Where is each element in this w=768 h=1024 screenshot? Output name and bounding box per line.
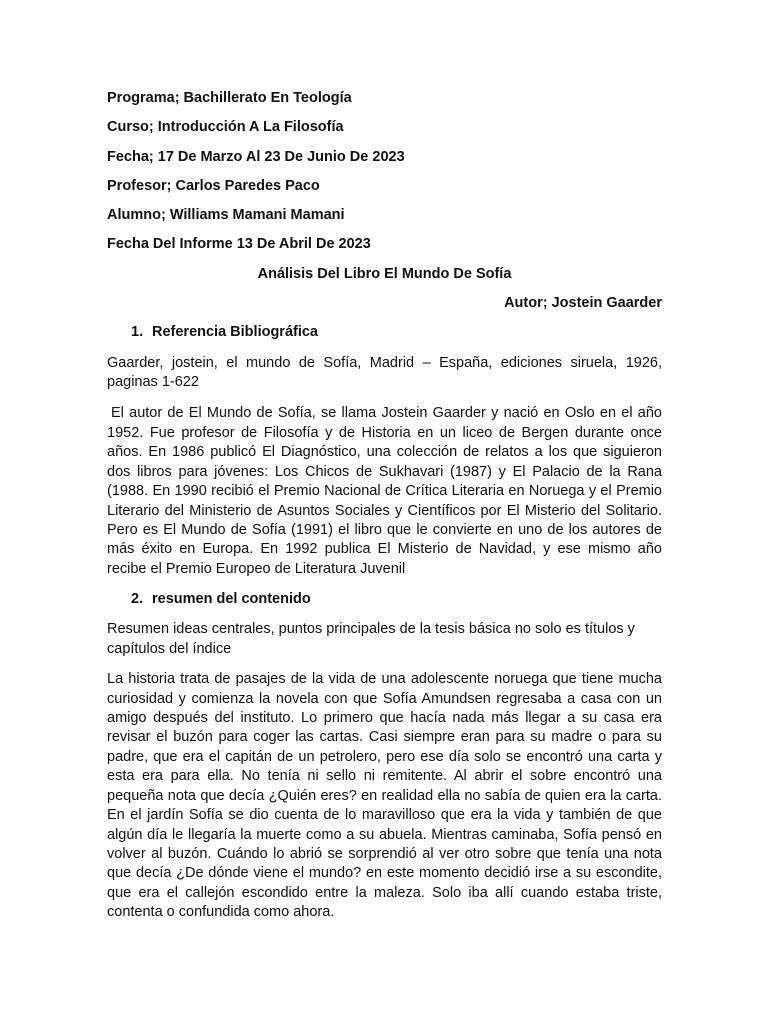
summary-paragraph: La historia trata de pasajes de la vida de una adolescente noruega que tiene mucha curiosidad y comienza la novela con que Sofía Amundsen regresaba a casa con un amigo después del instituto. Lo primero que hacía nada más llegar a su casa era revisar el buzón para coger las cartas. Casi siempre eran para su madre o para su padre, que era el capitán de un petrolero, pero ese día solo se encontró una carta y esta era para ella. No tenía ni sello ni remitente. Al abrir el sobre encontró una pequeña nota que decía ¿Quién eres? en realidad ella no sabía de quien era la carta. En el jardín Sofía se dio cuenta de lo maravilloso que era la vida y también de que algún día le llegaría la muerte como a su abuela. Mientras caminaba, Sofía pensó en volver al buzón. Cuándo lo abrió se sorprendió al ver otro sobre que tenía una nota que decía ¿De dónde viene el mundo? en este momento decidió irse a su escondite, que era el callejón escondido entre la maleza. Solo iba allí cuando estaba triste, contenta o confundida como ahora. xyxy=(107,671,662,921)
author-line: Autor; Jostein Gaarder xyxy=(504,295,662,312)
profesor-line: Profesor; Carlos Paredes Paco xyxy=(107,177,320,194)
author-biography-paragraph: El autor de El Mundo de Sofía, se llama Jostein Gaarder y nació en Oslo en el año 1952. Fue profesor de Filosofía y de Historia en un liceo de Bergen durante once años. En 1986 publicó El Diagnóstico, una colección de relatos a los que siguieron dos libros para jóvenes: Los Chicos de Sukhavari (1987) y El Palacio de la Rana (1988. En 1990 recibió el Premio Nacional de Crítica Literaria en Noruega y el Premio Literario del Ministerio de Asuntos Sociales y Científicos por El Misterio del Solitario. Pero es El Mundo de Sofía (1991) el libro que le convierte en uno de los autores de más éxito en Europa. En 1992 publica El Misterio de Navidad, y ese mismo año recibe el Premio Europeo de Literatura Juvenil xyxy=(107,405,662,577)
section-heading-2 xyxy=(107,591,662,608)
document-title: Análisis Del Libro El Mundo De Sofía xyxy=(257,265,512,282)
fecha-line: Fecha; 17 De Marzo Al 23 De Junio De 2023 xyxy=(107,148,405,165)
section-title: Referencia Bibliográfica xyxy=(152,324,318,341)
fecha-informe-line: Fecha Del Informe 13 De Abril De 2023 xyxy=(107,236,371,253)
section-heading-1 xyxy=(107,324,662,341)
programa-line: Programa; Bachillerato En Teología xyxy=(107,90,352,106)
section-title: resumen del contenido xyxy=(152,591,311,608)
section-number: 2. xyxy=(131,591,144,608)
summary-instructions-paragraph: Resumen ideas centrales, puntos principales de la tesis básica no solo es títulos y capítulos del índice xyxy=(107,621,635,657)
curso-line: Curso; Introducción A La Filosofía xyxy=(107,119,344,136)
section-number: 1. xyxy=(131,324,144,341)
bibliographic-reference: Gaarder, jostein, el mundo de Sofía, Madrid – España, ediciones siruela, 1926, paginas 1-622 xyxy=(107,354,662,391)
alumno-line: Alumno; Williams Mamani Mamani xyxy=(107,207,345,224)
